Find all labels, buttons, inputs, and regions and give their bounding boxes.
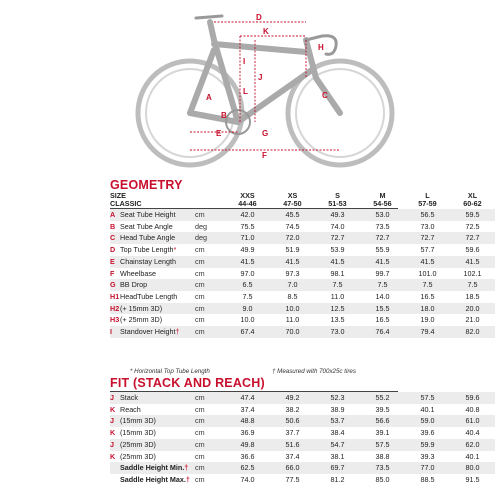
dimension-label (120, 462, 195, 474)
table-row (110, 209, 495, 221)
dim-label-A: A (206, 93, 212, 102)
dimension-code: B (110, 221, 116, 231)
dimension-code: A (110, 209, 120, 221)
dimension-label (120, 291, 195, 303)
size-value: 45.5 (270, 209, 315, 221)
size-value: 82.0 (450, 326, 495, 338)
bike-geometry-diagram (0, 0, 503, 175)
table-row (110, 303, 495, 315)
size-value: 53.0 (360, 209, 405, 221)
size-value: 12.5 (315, 303, 360, 315)
size-value: 48.8 (225, 415, 270, 427)
size-value: 11.0 (330, 291, 345, 301)
size-value: 40.8 (465, 404, 480, 414)
footnote-mark: † (175, 327, 180, 337)
size-value: 72.7 (450, 232, 495, 244)
dimension-label-text: Stack (120, 393, 138, 402)
size-label: SIZE (110, 191, 126, 200)
dimension-label-text: Head Tube Angle (120, 233, 176, 243)
unit: deg (195, 232, 225, 244)
size-value: 13.5 (330, 315, 345, 325)
size-value: 6.5 (225, 279, 270, 291)
table-row (110, 427, 495, 439)
size-value: 41.5 (450, 256, 495, 268)
size-value: 7.5 (360, 279, 405, 291)
dim-label-H: H (318, 43, 324, 52)
dimension-label-text: HeadTube Length (120, 291, 178, 301)
dimension-label-text: (15mm 3D) (120, 416, 156, 426)
size-value: 81.2 (330, 474, 345, 484)
unit: cm (195, 326, 225, 338)
size-value: 73.5 (360, 462, 405, 474)
unit: cm (195, 279, 225, 291)
size-range: 54-56 (373, 199, 392, 208)
dimension-label (120, 209, 195, 221)
size-value: 97.0 (240, 268, 255, 278)
size-value: 39.1 (375, 428, 390, 438)
dimension-label (120, 314, 195, 326)
table-row (110, 415, 495, 427)
down-tube (238, 70, 312, 122)
size-value: 53.9 (330, 245, 345, 255)
size-value: 20.0 (450, 303, 495, 315)
table-row (110, 392, 495, 404)
size-column-header (360, 192, 405, 208)
table-row (110, 268, 495, 280)
size-value: 40.1 (420, 404, 435, 414)
table-row (110, 314, 495, 326)
size-value: 10.0 (270, 303, 315, 315)
dimension-code: I (110, 326, 120, 338)
top-tube (214, 44, 306, 52)
size-value: 56.6 (360, 415, 405, 427)
dimension-code: F (110, 268, 115, 278)
size-range: 47-50 (283, 199, 302, 208)
size-value: 74.0 (240, 474, 255, 484)
size-value: 49.2 (270, 392, 315, 404)
size-value: 61.0 (450, 415, 495, 427)
size-value: 7.5 (315, 279, 360, 291)
dimension-label-text: Reach (120, 404, 141, 414)
size-value: 47.4 (225, 392, 270, 404)
dim-label-I: I (243, 57, 246, 66)
size-name: S (335, 191, 340, 200)
unit: cm (195, 268, 205, 278)
dimension-label (120, 392, 195, 404)
size-value: 51.9 (285, 245, 300, 255)
geometry-title: GEOMETRY (110, 178, 183, 192)
size-value: 55.9 (375, 245, 390, 255)
dimension-label-text: Standover Height (120, 327, 176, 337)
table-row (110, 244, 495, 256)
size-value: 59.6 (450, 392, 495, 404)
table-row (110, 451, 495, 463)
size-value: 38.9 (330, 404, 345, 414)
note-tires: † Measured with 700x25c tires (272, 368, 356, 375)
dimension-label-text: Wheelbase (120, 268, 156, 278)
size-value: 51.6 (270, 439, 315, 451)
dimension-code: E (110, 256, 120, 268)
size-value: 7.5 (242, 291, 253, 301)
unit: cm (195, 462, 225, 474)
dimension-label-text: Saddle Height Min. (120, 463, 185, 473)
size-value: 59.0 (405, 415, 450, 427)
dimension-label (120, 439, 195, 451)
size-value: 101.0 (418, 268, 437, 278)
size-value: 71.0 (225, 232, 270, 244)
size-value: 74.5 (285, 221, 300, 231)
size-range: 60-62 (463, 199, 482, 208)
size-value: 49.3 (315, 209, 360, 221)
footnote-mark: † (185, 474, 190, 484)
size-name: XS (287, 191, 298, 200)
unit: cm (195, 415, 225, 427)
size-value: 59.6 (465, 245, 480, 255)
size-value: 72.5 (465, 221, 480, 231)
size-value: 59.5 (450, 209, 495, 221)
dimension-code: H3 (110, 315, 120, 325)
table-row (110, 404, 495, 416)
fit-title: FIT (STACK AND REACH) (110, 376, 265, 390)
dimension-label-text: Saddle Height Max. (120, 474, 186, 484)
unit: cm (195, 474, 205, 484)
size-value: 21.0 (465, 315, 480, 325)
size-value: 98.1 (330, 268, 345, 278)
seatpost (210, 22, 214, 40)
table-row (110, 291, 495, 303)
size-value: 85.0 (375, 474, 390, 484)
size-value: 57.5 (405, 392, 450, 404)
size-value: 59.9 (405, 439, 450, 451)
size-value: 39.3 (420, 451, 435, 461)
size-name: XL (467, 191, 478, 200)
table-row (110, 462, 495, 474)
unit: cm (195, 451, 205, 461)
size-value: 36.9 (240, 428, 255, 438)
size-value: 67.4 (225, 326, 270, 338)
size-value: 40.4 (465, 428, 480, 438)
size-value: 16.5 (375, 315, 390, 325)
size-column-header (405, 192, 450, 208)
dimension-label (120, 474, 195, 486)
size-value: 38.1 (330, 451, 345, 461)
size-value: 56.5 (405, 209, 450, 221)
size-value: 57.5 (360, 439, 405, 451)
size-header (110, 192, 190, 208)
dimension-code: D (110, 245, 116, 255)
size-column-header (315, 192, 360, 208)
size-value: 72.7 (315, 232, 360, 244)
footnote-mark: † (184, 463, 189, 473)
size-value: 52.3 (315, 392, 360, 404)
dimension-label (120, 326, 195, 338)
unit: cm (195, 209, 225, 221)
classic-label: CLASSIC (110, 199, 142, 208)
size-value: 62.0 (450, 439, 495, 451)
size-value: 14.0 (375, 291, 390, 301)
dim-label-L: L (243, 87, 248, 96)
size-range: 57-59 (418, 199, 437, 208)
size-value: 18.5 (465, 291, 480, 301)
size-value: 53.7 (315, 415, 360, 427)
size-value: 10.0 (240, 315, 255, 325)
unit: cm (195, 256, 225, 268)
size-value: 72.0 (270, 232, 315, 244)
table-row (110, 221, 495, 233)
size-name: L (425, 191, 430, 200)
dimension-label (120, 221, 195, 233)
unit: cm (195, 428, 205, 438)
table-row (110, 326, 495, 338)
size-value: 72.7 (360, 232, 405, 244)
unit: cm (195, 303, 225, 315)
dim-label-E: E (216, 129, 222, 138)
dimension-code: G (110, 279, 120, 291)
size-value: 88.5 (420, 474, 435, 484)
size-value: 49.8 (225, 439, 270, 451)
dimension-label (120, 256, 195, 268)
size-value: 77.5 (285, 474, 300, 484)
dimension-code: H1 (110, 291, 120, 301)
size-value: 74.0 (330, 221, 345, 231)
unit: cm (195, 392, 225, 404)
size-value: 37.4 (240, 404, 255, 414)
size-value: 70.0 (270, 326, 315, 338)
size-value: 38.2 (285, 404, 300, 414)
size-value: 80.0 (450, 462, 495, 474)
dimension-label (120, 451, 195, 463)
dimension-label (120, 303, 195, 315)
dimension-code: J (110, 392, 120, 404)
note-top-tube: * Horizontal Top Tube Length (130, 368, 210, 375)
dimension-label-text: Seat Tube Height (120, 210, 176, 219)
size-column-header (270, 192, 315, 208)
dimension-label-text: (25mm 3D) (120, 451, 156, 461)
size-value: 72.7 (405, 232, 450, 244)
size-value: 18.0 (405, 303, 450, 315)
size-value: 40.1 (465, 451, 480, 461)
unit: cm (195, 291, 205, 301)
size-value: 73.0 (315, 326, 360, 338)
size-value: 99.7 (375, 268, 390, 278)
dimension-code: K (110, 451, 116, 461)
footnote-mark: * (173, 245, 177, 255)
size-value: 41.5 (270, 256, 315, 268)
dimension-label-text: BB Drop (120, 280, 148, 290)
size-value: 41.5 (405, 256, 450, 268)
size-value: 77.0 (405, 462, 450, 474)
size-value: 73.0 (420, 221, 435, 231)
saddle (196, 16, 222, 18)
size-value: 7.5 (405, 279, 450, 291)
dimension-label (120, 268, 195, 280)
size-value: 41.5 (360, 256, 405, 268)
size-value: 8.5 (287, 291, 298, 301)
size-value: 102.1 (463, 268, 482, 278)
table-row (110, 256, 495, 268)
fork (316, 78, 340, 113)
dimension-code: K (110, 404, 116, 414)
size-range: 44-46 (238, 199, 257, 208)
size-value: 36.6 (240, 451, 255, 461)
size-value: 9.0 (225, 303, 270, 315)
dimension-label (120, 415, 195, 427)
size-value: 39.5 (375, 404, 390, 414)
dimension-code: C (110, 232, 120, 244)
table-row (110, 232, 495, 244)
fit-table (110, 392, 495, 486)
unit: cm (195, 315, 205, 325)
size-value: 91.5 (465, 474, 480, 484)
size-value: 73.5 (375, 221, 390, 231)
unit: deg (195, 221, 207, 231)
dimension-label-text: (+ 25mm 3D) (120, 315, 163, 325)
dimension-label (120, 244, 195, 256)
dimension-label (120, 427, 195, 439)
size-value: 41.5 (225, 256, 270, 268)
size-value: 38.8 (375, 451, 390, 461)
dimension-label-text: Chainstay Length (120, 256, 176, 266)
size-value: 37.4 (285, 451, 300, 461)
dimension-code: J (110, 415, 120, 427)
dim-label-J: J (258, 73, 263, 82)
size-value: 7.0 (270, 279, 315, 291)
size-value: 41.5 (315, 256, 360, 268)
geometry-table (110, 209, 495, 338)
size-range: 51-53 (328, 199, 347, 208)
dimension-code: J (110, 439, 120, 451)
unit: cm (195, 245, 205, 255)
dim-label-B: B (221, 111, 227, 120)
size-value: 55.2 (360, 392, 405, 404)
size-value: 16.5 (420, 291, 435, 301)
size-value: 7.5 (450, 279, 495, 291)
size-value: 76.4 (360, 326, 405, 338)
dim-label-K: K (263, 27, 269, 36)
dim-label-G: G (262, 129, 269, 138)
size-value: 19.0 (420, 315, 435, 325)
table-row (110, 279, 495, 291)
size-value: 15.5 (360, 303, 405, 315)
dimension-label-text: (25mm 3D) (120, 439, 156, 449)
size-value: 57.7 (420, 245, 435, 255)
size-value: 79.4 (405, 326, 450, 338)
dimension-label-text: Top Tube Length (120, 245, 174, 255)
size-name: XXS (240, 191, 255, 200)
table-row (110, 474, 495, 486)
dimension-label-text: (15mm 3D) (120, 428, 156, 438)
dimension-code: H2 (110, 303, 120, 313)
dim-label-F: F (262, 151, 267, 160)
size-value: 54.7 (315, 439, 360, 451)
dimension-label-text: Seat Tube Angle (120, 221, 173, 231)
size-value: 49.9 (240, 245, 255, 255)
unit: cm (195, 439, 225, 451)
dimension-label (120, 279, 195, 291)
unit: cm (195, 404, 205, 414)
dim-label-C: C (322, 91, 328, 100)
dimension-code (110, 462, 120, 474)
table-row (110, 439, 495, 451)
size-value: 11.0 (285, 315, 300, 325)
size-value: 69.7 (315, 462, 360, 474)
size-value: 62.5 (225, 462, 270, 474)
size-value: 66.0 (270, 462, 315, 474)
size-value: 50.6 (270, 415, 315, 427)
dimension-code (110, 474, 120, 486)
size-value: 37.7 (285, 428, 300, 438)
chainstay (190, 113, 238, 122)
size-value: 75.5 (240, 221, 255, 231)
dim-label-D: D (256, 13, 262, 22)
size-value: 42.0 (225, 209, 270, 221)
size-value: 39.6 (420, 428, 435, 438)
dimension-label-text: (+ 15mm 3D) (120, 303, 163, 313)
dimension-label (120, 232, 195, 244)
size-column-header (225, 192, 270, 208)
dimension-code: K (110, 428, 116, 438)
size-name: M (379, 191, 386, 200)
size-value: 97.3 (285, 268, 300, 278)
dimension-label (120, 404, 195, 416)
size-value: 38.4 (330, 428, 345, 438)
size-column-header (450, 192, 495, 208)
